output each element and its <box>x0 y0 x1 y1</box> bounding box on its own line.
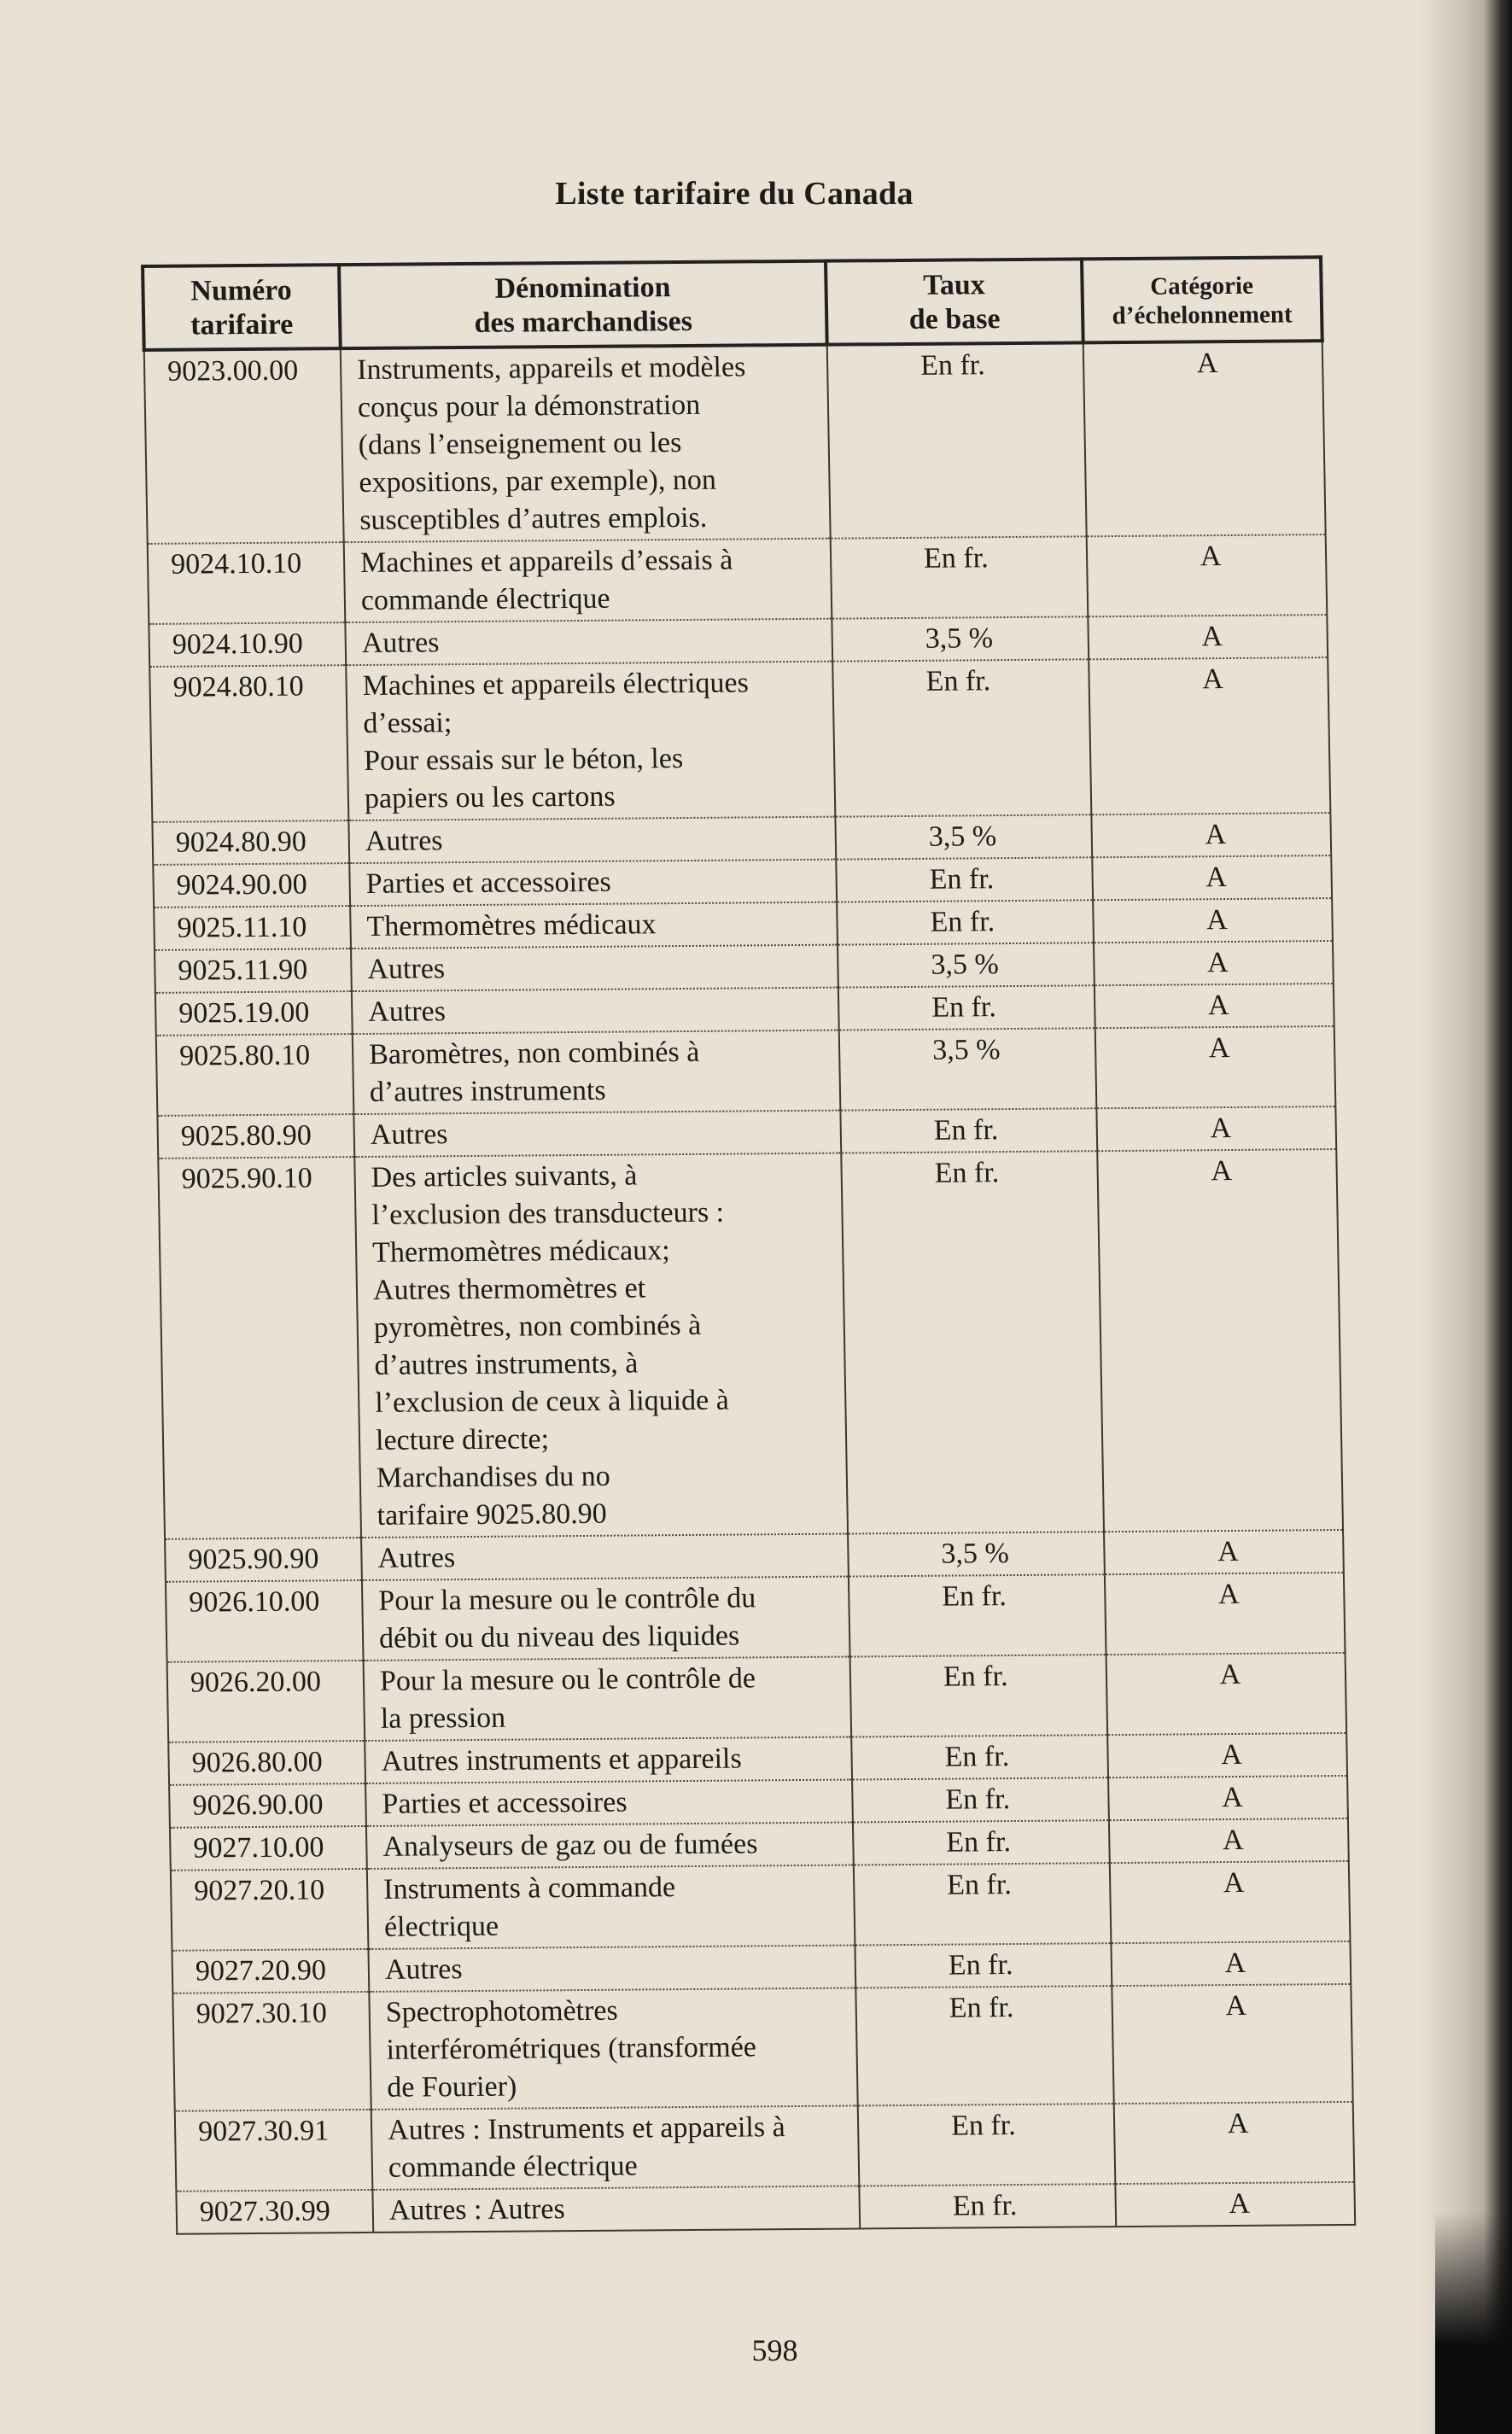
description-line: Parties et accessoires <box>382 1786 628 1820</box>
staging-category-cell: A <box>1108 1776 1348 1820</box>
description-line: Autres <box>367 995 447 1028</box>
description-line: susceptibles d’autres emplois. <box>359 501 708 536</box>
description-line: Instruments à commande <box>382 1871 676 1906</box>
description-line: Spectrophotomètres <box>385 1994 619 2028</box>
description-line: Analyseurs de gaz ou de fumées <box>382 1828 758 1863</box>
description-line: interférométriques (transformée <box>386 2031 757 2066</box>
tariff-number-cell: 9024.10.10 <box>148 542 346 624</box>
tariff-number-cell: 9025.11.90 <box>155 949 352 993</box>
description-line: d’essai; <box>363 707 452 739</box>
description-cell <box>348 817 836 863</box>
staging-category-cell: A <box>1095 984 1334 1028</box>
base-rate-cell: 3,5 % <box>832 616 1089 661</box>
description-cell <box>371 2105 860 2189</box>
description-cell <box>372 2186 860 2232</box>
page-corner-shadow <box>1435 2212 1512 2434</box>
staging-category-cell: A <box>1112 1984 1352 2104</box>
table-header-row <box>143 257 1322 350</box>
description-cell <box>368 1945 855 1991</box>
base-rate-cell: En fr. <box>832 659 1091 816</box>
description-cell <box>365 1737 852 1783</box>
description-line: Pour essais sur le béton, les <box>363 743 684 777</box>
description-line: Pour la mesure ou le contrôle du <box>378 1582 756 1617</box>
table-row <box>166 1573 1346 1662</box>
table-row <box>176 2182 1355 2234</box>
tariff-number-cell: 9026.10.00 <box>166 1580 364 1662</box>
description-line: commande électrique <box>388 2150 638 2184</box>
base-rate-cell: 3,5 % <box>839 1028 1097 1110</box>
table-row <box>158 1149 1343 1539</box>
tariff-number-cell: 9024.10.90 <box>149 622 346 667</box>
description-cell <box>344 539 832 622</box>
page-number: 598 <box>751 2333 798 2367</box>
base-rate-cell: 3,5 % <box>835 814 1092 859</box>
tariff-number-cell: 9027.30.99 <box>176 2190 373 2234</box>
base-rate-cell: 3,5 % <box>848 1532 1105 1576</box>
tariff-number-cell: 9027.10.00 <box>170 1826 367 1871</box>
description-line: de Fourier) <box>386 2070 517 2104</box>
tariff-number-cell: 9025.90.90 <box>165 1538 362 1582</box>
description-cell <box>366 1823 854 1869</box>
staging-category-cell: A <box>1107 1733 1347 1777</box>
description-line: l’exclusion des transducteurs : <box>371 1196 725 1231</box>
description-cell <box>351 945 838 991</box>
header-label: Catégorie <box>1149 271 1254 301</box>
description-line: expositions, par exemple), non <box>359 464 717 499</box>
staging-category-cell: A <box>1088 615 1328 659</box>
description-line: Des articles suivants, à <box>371 1159 638 1194</box>
description-line: l’exclusion de ceux à liquide à <box>374 1384 730 1419</box>
table-row <box>148 534 1328 624</box>
base-rate-cell: En fr. <box>852 1777 1109 1822</box>
description-cell <box>350 902 838 949</box>
description-line: Autres : Autres <box>388 2193 565 2227</box>
header-label: Numéro <box>190 274 293 307</box>
staging-category-cell: A <box>1092 855 1332 900</box>
tariff-number-cell: 9024.80.90 <box>152 820 349 865</box>
table-row <box>175 2102 1355 2192</box>
header-label: d’échelonnement <box>1112 301 1293 330</box>
table-row <box>149 657 1330 822</box>
staging-category-cell: A <box>1115 2182 1355 2227</box>
tariff-number-cell: 9026.80.00 <box>168 1741 365 1785</box>
description-line: papiers ou les cartons <box>364 780 616 814</box>
description-line: (dans l’enseignement ou les <box>358 427 682 462</box>
page-edge-shadow <box>1418 0 1512 2434</box>
description-line: Autres <box>367 953 446 985</box>
tariff-number-cell: 9024.80.10 <box>149 665 348 822</box>
table-row <box>144 341 1326 544</box>
base-rate-cell: En fr. <box>855 1943 1112 1987</box>
tariff-number-cell: 9027.20.90 <box>172 1949 369 1993</box>
staging-category-cell: A <box>1110 1861 1351 1943</box>
description-line: pyromètres, non combinés à <box>373 1309 702 1344</box>
description-line: Thermomètres médicaux; <box>371 1235 670 1269</box>
base-rate-cell: En fr. <box>840 1108 1097 1153</box>
description-line: Autres <box>361 627 440 659</box>
header-label: des marchandises <box>474 305 693 339</box>
description-cell <box>346 662 835 820</box>
description-line: la pression <box>380 1701 506 1735</box>
description-cell <box>365 1780 853 1826</box>
header-label: de base <box>908 303 1001 336</box>
description-line: débit ou du niveau des liquides <box>378 1620 740 1655</box>
table-row <box>171 1861 1351 1951</box>
description-line: Autres instruments et appareils <box>381 1742 743 1777</box>
header-label: Dénomination <box>494 271 671 305</box>
description-cell <box>352 988 839 1034</box>
tariff-number-cell: 9027.30.10 <box>172 1992 371 2111</box>
description-line: Autres <box>370 1118 448 1151</box>
description-line: Autres : Instruments et appareils à <box>387 2111 785 2146</box>
header-base-rate <box>826 259 1083 344</box>
base-rate-cell: En fr. <box>849 1574 1106 1656</box>
description-line: Autres <box>377 1542 456 1574</box>
table-row <box>172 1984 1352 2111</box>
staging-category-cell: A <box>1096 1106 1336 1151</box>
tariff-number-cell: 9027.30.91 <box>175 2110 373 2192</box>
tariff-table-container <box>141 255 1353 2235</box>
description-cell <box>367 1865 855 1949</box>
staging-category-cell: A <box>1083 341 1326 536</box>
table-row <box>156 1026 1336 1116</box>
tariff-number-cell: 9026.90.00 <box>169 1783 366 1828</box>
table-body <box>144 341 1355 2234</box>
base-rate-cell: En fr. <box>858 2104 1116 2186</box>
description-cell <box>341 345 831 542</box>
description-cell <box>362 1577 850 1661</box>
header-label: tarifaire <box>190 308 294 341</box>
page-title: Liste tarifaire du Canada <box>555 176 914 212</box>
staging-category-cell: A <box>1109 1818 1349 1863</box>
description-line: Instruments, appareils et modèles <box>356 351 746 387</box>
base-rate-cell: En fr. <box>836 857 1093 902</box>
description-line: Machines et appareils d’essais à <box>359 544 733 579</box>
staging-category-cell: A <box>1111 1941 1351 1986</box>
tariff-number-cell: 9025.80.90 <box>157 1114 354 1159</box>
description-line: d’autres instruments, à <box>374 1347 639 1381</box>
tariff-table <box>141 255 1357 2235</box>
header-staging-category <box>1082 257 1322 342</box>
description-line: Thermomètres médicaux <box>366 908 657 943</box>
staging-category-cell: A <box>1093 898 1333 943</box>
header-tariff-number <box>143 265 341 350</box>
base-rate-cell: En fr. <box>853 1820 1110 1865</box>
base-rate-cell: En fr. <box>827 342 1087 538</box>
staging-category-cell: A <box>1097 1149 1343 1532</box>
tariff-number-cell: 9025.19.00 <box>155 991 353 1036</box>
tariff-number-cell: 9026.20.00 <box>167 1661 365 1742</box>
description-line: Parties et accessoires <box>365 866 612 900</box>
staging-category-cell: A <box>1095 1026 1336 1108</box>
base-rate-cell: En fr. <box>838 985 1095 1030</box>
description-line: Autres thermomètres et <box>372 1272 646 1306</box>
description-line: lecture directe; <box>375 1423 550 1456</box>
tariff-number-cell: 9024.90.00 <box>153 863 350 908</box>
base-rate-cell: En fr. <box>841 1151 1104 1533</box>
tariff-number-cell: 9025.90.10 <box>158 1157 361 1539</box>
description-cell <box>353 1111 841 1157</box>
staging-category-cell: A <box>1091 813 1331 857</box>
tariff-number-cell: 9025.80.10 <box>156 1034 354 1116</box>
staging-category-cell: A <box>1106 1653 1347 1735</box>
base-rate-cell: En fr. <box>831 536 1089 618</box>
description-cell <box>349 860 837 906</box>
base-rate-cell: En fr. <box>859 2184 1116 2228</box>
description-line: électrique <box>383 1910 499 1943</box>
description-line: Baromètres, non combinés à <box>368 1036 700 1071</box>
description-line: Machines et appareils électriques <box>362 667 750 702</box>
staging-category-cell: A <box>1094 941 1334 985</box>
base-rate-cell: En fr. <box>855 1986 1113 2105</box>
base-rate-cell: En fr. <box>850 1655 1108 1736</box>
tariff-number-cell: 9025.11.10 <box>154 906 351 950</box>
staging-category-cell: A <box>1105 1573 1346 1655</box>
base-rate-cell: 3,5 % <box>838 943 1095 987</box>
description-line: tarifaire 9025.80.90 <box>377 1497 607 1532</box>
tariff-number-cell: 9023.00.00 <box>144 348 344 544</box>
description-line: d’autres instruments <box>369 1074 606 1108</box>
base-rate-cell: En fr. <box>854 1863 1112 1945</box>
description-line: Pour la mesure ou le contrôle de <box>379 1662 756 1697</box>
header-label: Taux <box>922 269 986 301</box>
description-cell <box>361 1534 849 1580</box>
description-cell <box>353 1030 841 1114</box>
description-cell <box>345 619 832 665</box>
description-line: Autres <box>365 825 443 857</box>
staging-category-cell: A <box>1114 2102 1355 2184</box>
base-rate-cell: En fr. <box>837 900 1094 944</box>
description-line: commande électrique <box>360 582 610 616</box>
description-cell <box>369 1987 857 2109</box>
description-line: conçus pour la démonstration <box>357 388 701 424</box>
description-line: Autres <box>384 1953 463 1986</box>
staging-category-cell: A <box>1087 534 1328 616</box>
header-description <box>339 261 827 348</box>
description-cell <box>364 1657 852 1741</box>
tariff-number-cell: 9027.20.10 <box>171 1869 369 1951</box>
description-line: Marchandises du no <box>376 1460 610 1494</box>
base-rate-cell: En fr. <box>851 1735 1108 1779</box>
staging-category-cell: A <box>1104 1530 1344 1574</box>
staging-category-cell: A <box>1089 657 1330 814</box>
description-cell <box>354 1153 848 1538</box>
table-row <box>167 1653 1347 1742</box>
